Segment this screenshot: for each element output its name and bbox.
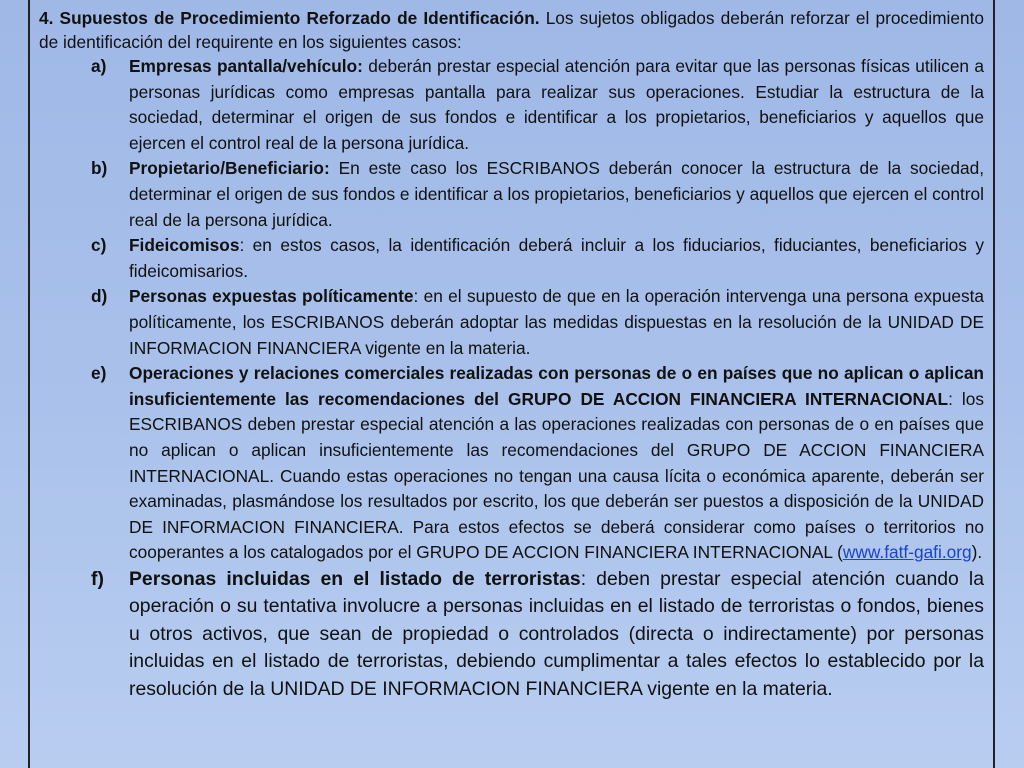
item-text: : en estos casos, la identificación deberá incluir a los fiduciarios, fiduciantes, beneficiarios y fideicomisarios. bbox=[129, 235, 984, 281]
item-text-end: ). bbox=[971, 542, 983, 563]
section-title: 4. Supuestos de Procedimiento Reforzado de Identificación. bbox=[39, 8, 540, 28]
list-item-b bbox=[39, 156, 984, 233]
item-marker: e) bbox=[91, 363, 107, 384]
item-body bbox=[129, 233, 984, 284]
item-text: En este caso los ESCRIBANOS deberán conocer la estructura de la sociedad, determinar el origen de sus fondos e identificar a los propietarios, beneficiarios y aquellos que ejercen el control real de la persona jurídica. bbox=[129, 158, 984, 230]
item-label: Personas incluidas en el listado de terroristas bbox=[129, 567, 581, 590]
item-marker: b) bbox=[91, 158, 108, 179]
item-label: Operaciones y relaciones comerciales realizadas con personas de o en países que no aplican o aplican insuficientemente las recomendaciones del GRUPO DE ACCION FINANCIERA INTERNACIONAL bbox=[129, 363, 984, 409]
list-item-e bbox=[39, 361, 984, 566]
item-label: Propietario/Beneficiario: bbox=[129, 158, 330, 179]
item-text: : deben prestar especial atención cuando la operación o su tentativa involucre a personas incluidas en el listado de terroristas o fondos, bienes u otros activos, que sean de propiedad o controlados (directa o indirectamente) por personas incluidas en el listado de terroristas, debiendo cumplimentar a tales efectos lo establecido por la resolución de la UNIDAD DE INFORMACION FINANCIERA vigente en la materia. bbox=[129, 567, 984, 700]
item-body bbox=[129, 566, 984, 704]
list-item-c bbox=[39, 233, 984, 284]
fatf-link[interactable]: www.fatf-gafi.org bbox=[842, 542, 972, 563]
item-label: Personas expuestas políticamente bbox=[129, 286, 414, 307]
item-label: Empresas pantalla/vehículo: bbox=[129, 56, 363, 76]
item-text: : los ESCRIBANOS deben prestar especial atención a las operaciones realizadas con personas de o en países que no aplican o aplican insuficientemente las recomendaciones del GRUPO DE ACCION FINANCIERA INTERNACIONAL. Cuando estas operaciones no tengan una causa lícita o económica aparente, deberán ser examinadas, plasmándose los resultados por escrito, los que deberán ser puestos a disposición de la UNIDAD DE INFORMACION FINANCIERA. Para estos efectos se deberá considerar como países o territorios no cooperantes a los catalogados por el GRUPO DE ACCION FINANCIERA INTERNACIONAL ( bbox=[129, 388, 984, 563]
list-item-a bbox=[39, 54, 984, 156]
item-marker: a) bbox=[91, 56, 107, 76]
slide-content bbox=[28, 0, 995, 768]
item-body bbox=[129, 361, 984, 566]
item-text: : en el supuesto de que en la operación intervenga una persona expuesta políticamente, los ESCRIBANOS deberán adoptar las medidas dispuestas en la resolución de la UNIDAD DE INFORMACION FINANCIERA vigente en la materia. bbox=[129, 286, 984, 358]
section-intro-text: Los sujetos obligados deberán reforzar el procedimiento de identificación del requirente en los siguientes casos: bbox=[39, 8, 985, 52]
item-marker: d) bbox=[91, 286, 108, 307]
list-item-d bbox=[39, 284, 984, 361]
list-item-f bbox=[39, 566, 984, 704]
item-body bbox=[129, 156, 984, 233]
item-text: deberán prestar especial atención para evitar que las personas físicas utilicen a personas jurídicas como empresas pantalla para realizar sus operaciones. Estudiar la estructura de la sociedad, determinar el origen de sus fondos e identificar a los propietarios, beneficiarios y aquellos que ejercen el control real de la persona jurídica. bbox=[129, 56, 984, 153]
item-marker: c) bbox=[91, 235, 107, 256]
item-label: Fideicomisos bbox=[129, 235, 240, 256]
item-marker: f) bbox=[91, 567, 104, 590]
item-body bbox=[129, 284, 984, 361]
item-body bbox=[129, 54, 984, 156]
section-intro bbox=[39, 6, 984, 54]
